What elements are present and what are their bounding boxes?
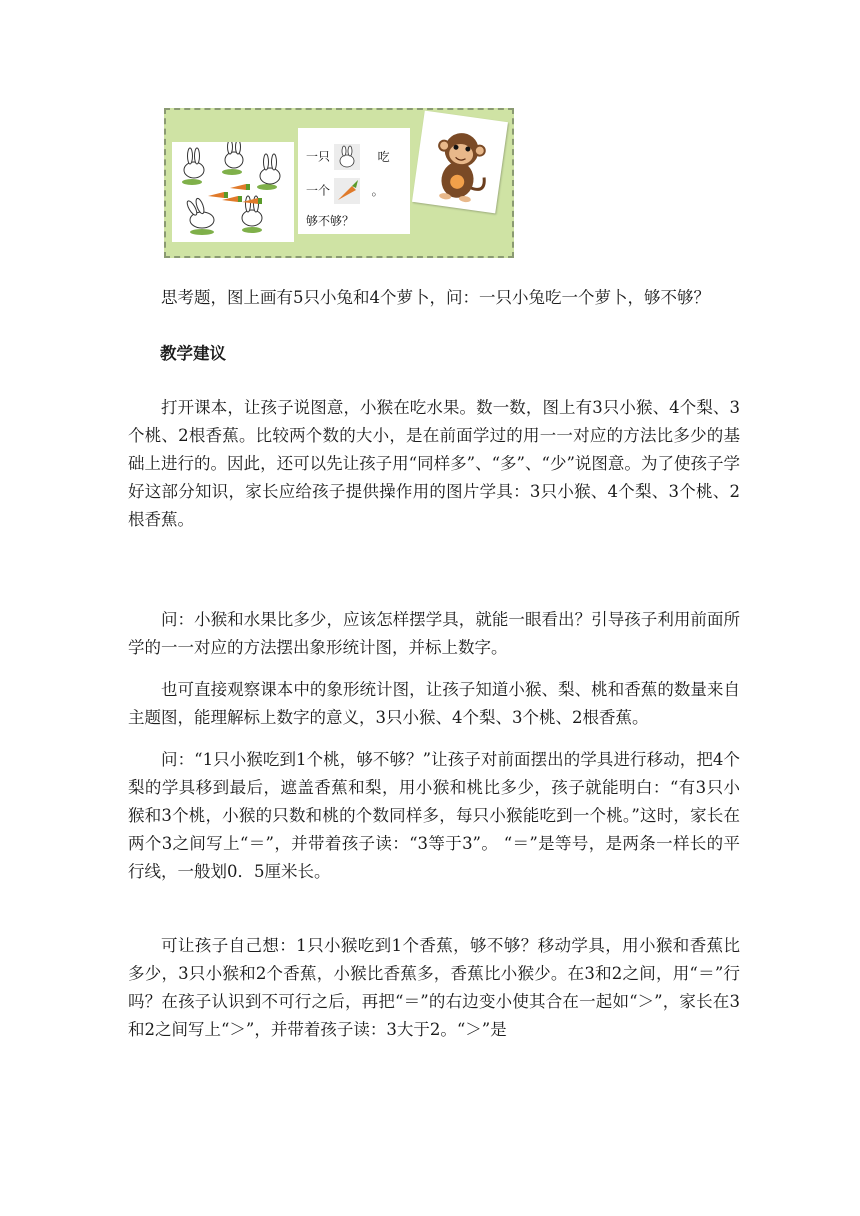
rabbit-carrot-illustration <box>164 108 514 258</box>
question-line-1 <box>306 144 390 170</box>
paragraph-2: 问：小猴和水果比多少，应该怎样摆学具，就能一眼看出？引导孩子利用前面所学的一一对应的方法摆出象形统计图，并标上数字。 <box>128 610 740 657</box>
question-card <box>298 128 410 234</box>
paragraph-5: 可让孩子自己想：1只小猴吃到1个香蕉，够不够？移动学具，用小猴和香蕉比多少，3只小猴和2个香蕉，小猴比香蕉多，香蕉比小猴少。在3和2之间，用“＝”行吗？在孩子认识到不可行之后，再把“＝”的右边变小使其合在一起如“＞”，家长在3和2之间写上“＞”，并带着孩子读：3大于2。“＞”是 <box>128 936 740 1039</box>
paragraph-4: 问：“1只小猴吃到1个桃，够不够？”让孩子对前面摆出的学具进行移动，把4个梨的学具移到最后，遮盖香蕉和梨，用小猴和桃比多少，孩子就能明白：“有3只小猴和3个桃，小猴的只数和桃的个数同样多，每只小猴能吃到一个桃。”这时，家长在两个3之间写上“＝”，并带着孩子读：“3等于3”。 “＝”是等号，是两条一样长的平行线，一般划0．5厘米长。 <box>128 750 740 881</box>
paragraph-3: 也可直接观察课本中的象形统计图，让孩子知道小猴、梨、桃和香蕉的数量来自主题图，能理解标上数字的意义，3只小猴、4个梨、3个桃、2根香蕉。 <box>128 680 740 727</box>
rabbit-icon <box>334 144 360 170</box>
question-line-3: 够不够？ <box>306 214 355 228</box>
carrot-icon <box>334 178 360 204</box>
question-line-1-prefix: 一只 <box>306 149 331 164</box>
rabbits-drawing <box>172 142 294 242</box>
monkey-card <box>412 111 508 214</box>
figure-caption: 思考题，图上画有5只小兔和4个萝卜，问：一只小兔吃一个萝卜，够不够？ <box>161 288 710 307</box>
question-line-2-prefix: 一个 <box>306 183 331 198</box>
question-line-2 <box>306 178 384 204</box>
question-line-2-suffix: 。 <box>371 183 384 198</box>
monkey-drawing <box>412 111 508 214</box>
rabbits-panel <box>172 142 294 242</box>
question-line-1-suffix: 吃 <box>377 149 390 164</box>
section-heading: 教学建议 <box>160 344 226 363</box>
paragraph-1: 打开课本，让孩子说图意，小猴在吃水果。数一数，图上有3只小猴、4个梨、3个桃、2根香蕉。比较两个数的大小，是在前面学过的用一一对应的方法比多少的基础上进行的。因此，还可以先让孩子用“同样多”、“多”、“少”说图意。为了使孩子学好这部分知识，家长应给孩子提供操作用的图片学具：3只小猴、4个梨、3个桃、2根香蕉。 <box>128 398 740 529</box>
